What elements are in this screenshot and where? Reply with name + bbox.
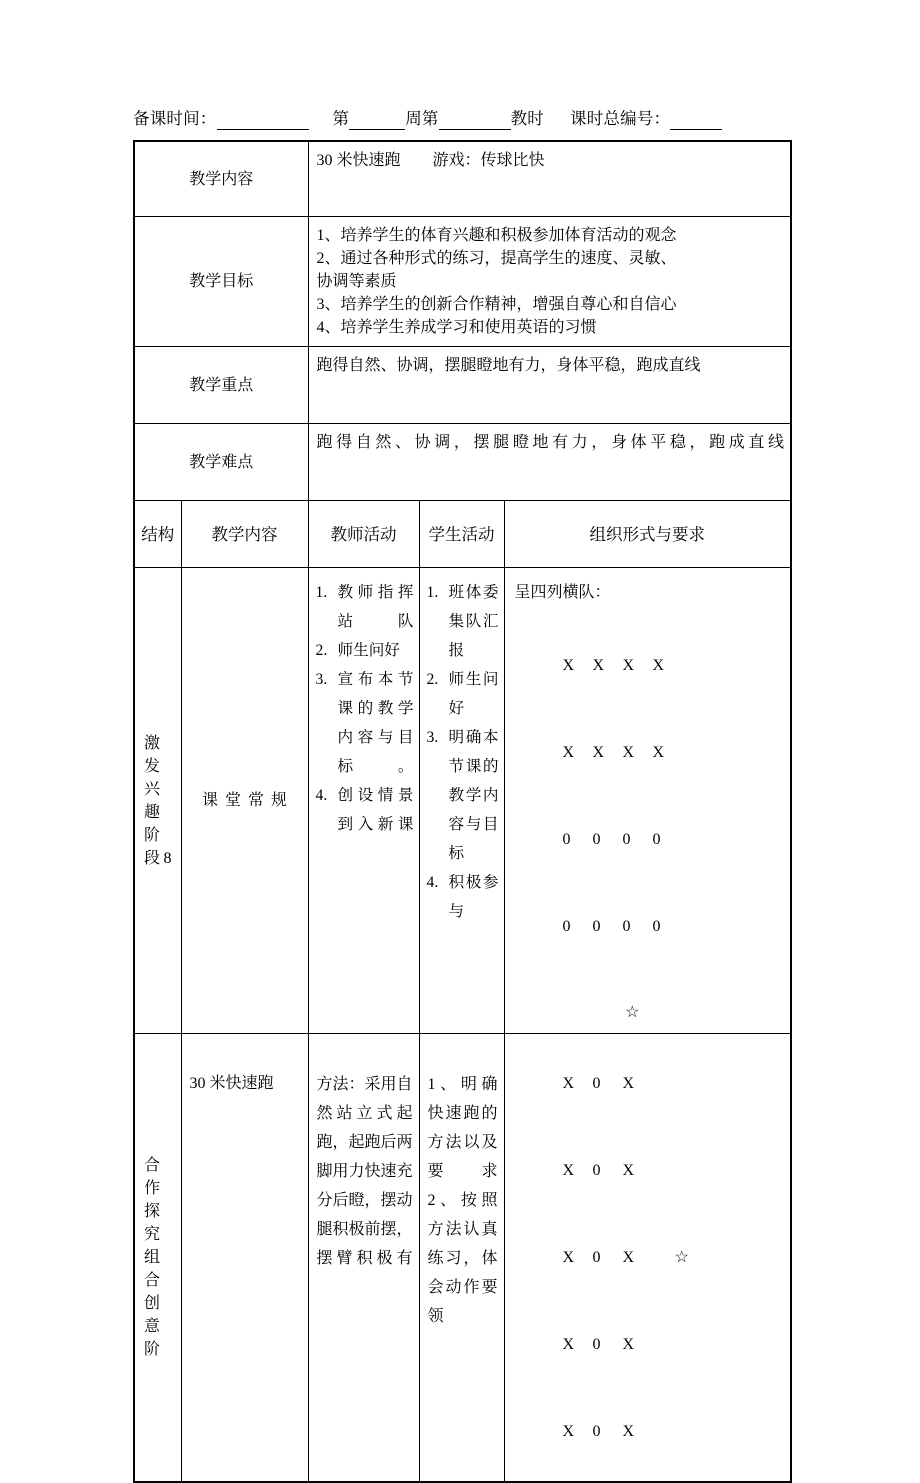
goal-line-3: 协调等素质 bbox=[316, 273, 397, 290]
formation-mark: X bbox=[562, 1336, 575, 1353]
formation-mark: X bbox=[562, 744, 575, 761]
formation-mark: X bbox=[622, 1336, 635, 1353]
list-item bbox=[427, 868, 499, 926]
phase-2-teacher-text: 方法：采用自然站立式起跑，起跑后两脚用力快速充分后瞪，摆动腿积极前摆，摆臂积极有 bbox=[308, 1034, 419, 1483]
list-item bbox=[316, 665, 414, 781]
formation-star-icon: ☆ bbox=[674, 1249, 689, 1266]
formation-star-icon: ☆ bbox=[625, 1004, 640, 1021]
formation-mark: 0 bbox=[622, 831, 631, 848]
formation-mark: X bbox=[622, 744, 635, 761]
prep-time-label: 备课时间： bbox=[133, 109, 217, 128]
phase-2-content: 30 米快速跑 bbox=[181, 1034, 308, 1483]
row-value-teaching-goals bbox=[308, 217, 791, 347]
item-number: 3. bbox=[315, 671, 328, 688]
formation-mark: 0 bbox=[592, 1075, 601, 1092]
item-text: 班体委集队汇报 bbox=[448, 584, 499, 659]
goal-line-4: 3、培养学生的创新合作精神，增强自尊心和自信心 bbox=[316, 296, 677, 313]
row-label-key-point: 教学重点 bbox=[134, 347, 308, 424]
item-text: 积极参与 bbox=[448, 874, 499, 920]
formation-mark: X bbox=[562, 1249, 575, 1266]
item-text: 明确本节课的教学内容与目标 bbox=[448, 729, 499, 862]
total-number-label: 课时总编号： bbox=[570, 109, 671, 128]
item-number: 1. bbox=[315, 584, 328, 601]
table-row-teaching-content bbox=[134, 141, 791, 217]
lesson-plan-table bbox=[133, 140, 792, 1483]
row-label-teaching-goals: 教学目标 bbox=[134, 217, 308, 347]
formation-row bbox=[515, 1214, 785, 1301]
formation-row bbox=[515, 1127, 785, 1214]
student-line-2: 2、按照方法认真练习，体会动作要领 bbox=[427, 1192, 498, 1325]
formation-mark: 0 bbox=[592, 918, 601, 935]
week-label-first: 第 bbox=[332, 109, 350, 128]
list-item bbox=[427, 723, 499, 868]
item-number: 2. bbox=[315, 642, 328, 659]
table-header-row bbox=[134, 501, 791, 568]
item-text: 创设情景到入新课 bbox=[337, 787, 414, 833]
row-label-difficult-point: 教学难点 bbox=[134, 424, 308, 501]
formation-mark: X bbox=[622, 1075, 635, 1092]
phase-1-student-activities bbox=[419, 568, 504, 1034]
column-header-teacher: 教师活动 bbox=[308, 501, 419, 568]
phase-1-content: 课堂常规 bbox=[181, 568, 308, 1034]
formation-mark: X bbox=[652, 744, 665, 761]
table-row-phase-1 bbox=[134, 568, 791, 1034]
total-number-blank bbox=[670, 114, 722, 130]
formation-mark: 0 bbox=[592, 1249, 601, 1266]
formation-mark: X bbox=[622, 657, 635, 674]
formation-mark: 0 bbox=[592, 831, 601, 848]
week-number-blank bbox=[349, 114, 405, 130]
phase-2-structure-text: 合作探究组合创意阶 bbox=[144, 1157, 161, 1358]
goal-line-2: 2、通过各种形式的练习，提高学生的速度、灵敏、 bbox=[316, 250, 677, 267]
item-number: 4. bbox=[426, 874, 439, 891]
item-text: 宣布本节课的教学内容与目标。 bbox=[337, 671, 414, 775]
formation-row bbox=[515, 1388, 785, 1475]
period-number-blank bbox=[439, 114, 511, 130]
item-number: 3. bbox=[426, 729, 439, 746]
formation-mark: X bbox=[592, 744, 605, 761]
list-item bbox=[316, 578, 414, 636]
table-row-phase-2 bbox=[134, 1034, 791, 1483]
formation-mark: X bbox=[622, 1162, 635, 1179]
phase-1-structure bbox=[134, 568, 181, 1034]
formation-mark: 0 bbox=[592, 1423, 601, 1440]
formation-row bbox=[515, 709, 785, 796]
formation-row bbox=[515, 883, 785, 970]
table-row-difficult-point bbox=[134, 424, 791, 501]
formation-row bbox=[515, 622, 785, 709]
phase-1-structure-text: 激发兴趣阶段8 bbox=[144, 734, 172, 867]
formation-mark: 0 bbox=[652, 831, 661, 848]
document-header-line bbox=[133, 108, 793, 130]
formation-mark: 0 bbox=[592, 1162, 601, 1179]
item-text: 师生问好 bbox=[337, 642, 400, 659]
student-line-1: 1、明确快速跑的方法以及要求 bbox=[427, 1076, 498, 1180]
column-header-content: 教学内容 bbox=[181, 501, 308, 568]
column-header-structure: 结构 bbox=[134, 501, 181, 568]
formation-mark: X bbox=[652, 657, 665, 674]
period-label: 教时 bbox=[510, 109, 545, 128]
goal-line-5: 4、培养学生养成学习和使用英语的习惯 bbox=[316, 319, 597, 336]
goal-line-1: 1、培养学生的体育兴趣和积极参加体育活动的观念 bbox=[316, 227, 677, 244]
formation-mark: 0 bbox=[562, 831, 571, 848]
formation-row bbox=[515, 796, 785, 883]
list-item bbox=[316, 636, 414, 665]
phase-2-organization bbox=[504, 1034, 791, 1483]
list-item bbox=[427, 665, 499, 723]
formation-mark: 0 bbox=[622, 918, 631, 935]
formation-mark: X bbox=[562, 1075, 575, 1092]
formation-mark: X bbox=[562, 1162, 575, 1179]
formation-mark: X bbox=[562, 657, 575, 674]
row-value-difficult-point: 跑得自然、协调，摆腿瞪地有力，身体平稳，跑成直线 bbox=[308, 424, 791, 501]
item-number: 1. bbox=[426, 584, 439, 601]
formation-mark: X bbox=[622, 1423, 635, 1440]
phase-2-student-activities bbox=[419, 1034, 504, 1483]
item-number: 4. bbox=[315, 787, 328, 804]
list-item bbox=[427, 578, 499, 665]
column-header-organization: 组织形式与要求 bbox=[504, 501, 791, 568]
column-header-student: 学生活动 bbox=[419, 501, 504, 568]
formation-mark: X bbox=[622, 1249, 635, 1266]
prep-time-blank bbox=[217, 114, 309, 130]
phase-1-teacher-activities bbox=[308, 568, 419, 1034]
formation-mark: 0 bbox=[652, 918, 661, 935]
formation-mark: 0 bbox=[592, 1336, 601, 1353]
formation-title: 呈四列横队： bbox=[514, 584, 611, 601]
item-text: 师生问好 bbox=[448, 671, 499, 717]
week-label-second: 周第 bbox=[405, 109, 439, 128]
formation-row bbox=[515, 1040, 785, 1127]
item-number: 2. bbox=[426, 671, 439, 688]
table-row-teaching-goals bbox=[134, 217, 791, 347]
formation-mark: 0 bbox=[562, 918, 571, 935]
row-value-key-point: 跑得自然、协调，摆腿瞪地有力，身体平稳，跑成直线 bbox=[308, 347, 791, 424]
row-label-teaching-content: 教学内容 bbox=[134, 141, 308, 217]
table-row-key-point bbox=[134, 347, 791, 424]
formation-mark: X bbox=[562, 1423, 575, 1440]
phase-1-organization bbox=[504, 568, 791, 1034]
row-value-teaching-content: 30 米快速跑 游戏：传球比快 bbox=[308, 141, 791, 217]
formation-row bbox=[515, 1301, 785, 1388]
formation-mark: X bbox=[592, 657, 605, 674]
list-item bbox=[316, 781, 414, 839]
item-text: 教师指挥站队 bbox=[337, 584, 414, 630]
phase-2-structure bbox=[134, 1034, 181, 1483]
